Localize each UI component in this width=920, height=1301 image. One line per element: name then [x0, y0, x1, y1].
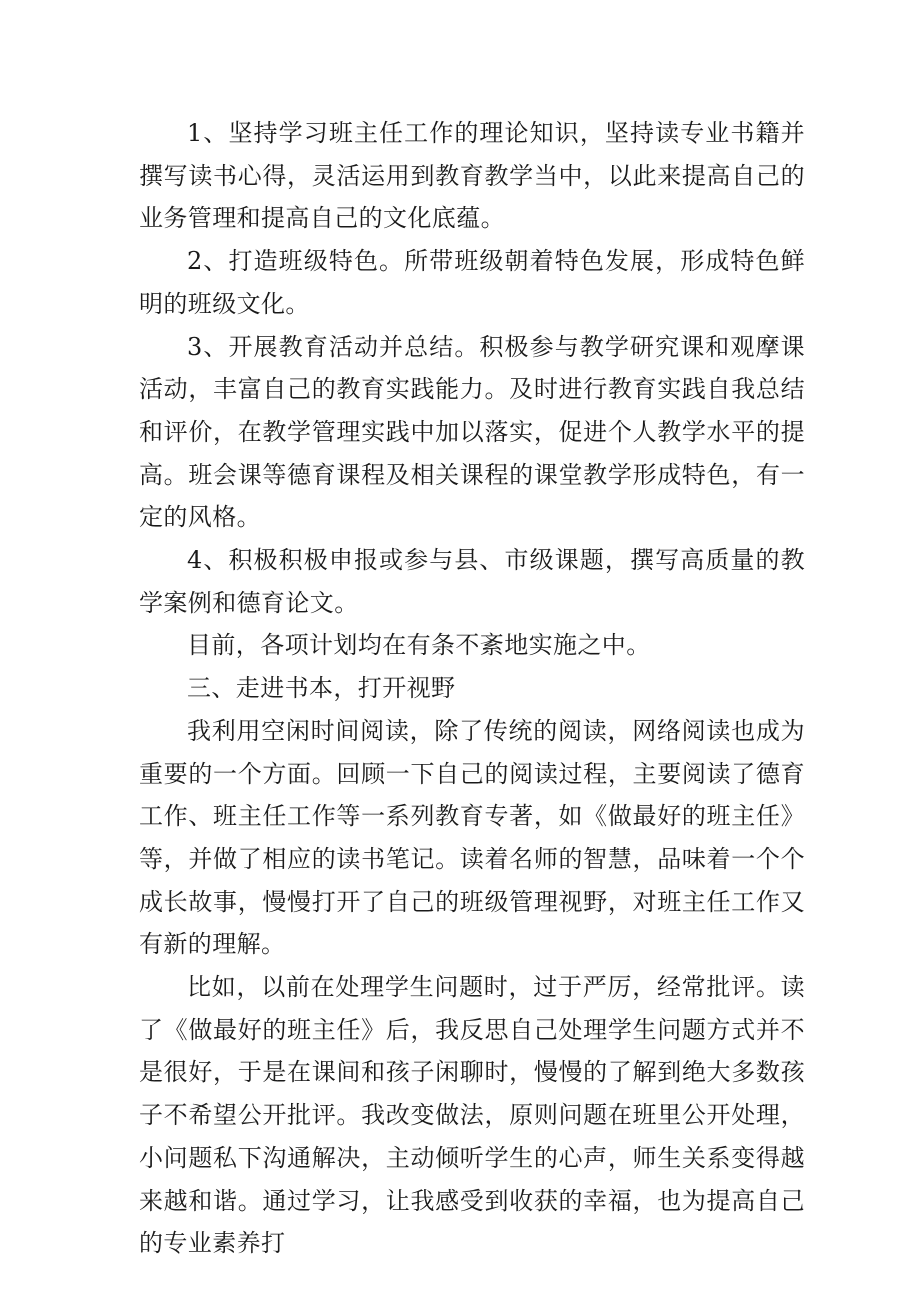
paragraph-status: 目前，各项计划均在有条不紊地实施之中。: [187, 631, 651, 660]
document-body: [139, 112, 805, 1265]
paragraph-item-3: 3、开展教育活动并总结。积极参与教学研究课和观摩课活动，丰富自己的教育实践能力。及时进行教育实践自我总结和评价，在教学管理实践中加以落实，促进个人教学水平的提高。班会课等德育课程及相关课程的课堂教学形成特色，有一定的风格。: [139, 332, 805, 532]
paragraph-item-4: 4、积极积极申报或参与县、市级课题，撰写高质量的教学案例和德育论文。: [139, 546, 805, 617]
paragraph-item-2: 2、打造班级特色。所带班级朝着特色发展，形成特色鲜明的班级文化。: [139, 247, 805, 318]
paragraph-reading: 我利用空闲时间阅读，除了传统的阅读，网络阅读也成为重要的一个方面。回顾一下自己的阅读过程，主要阅读了德育工作、班主任工作等一系列教育专著，如《做最好的班主任》等，并做了相应的读书笔记。读着名师的智慧，品味着一个个成长故事，慢慢打开了自己的班级管理视野，对班主任工作又有新的理解。: [139, 716, 805, 959]
paragraph-example: 比如，以前在处理学生问题时，过于严厉，经常批评。读了《做最好的班主任》后，我反思自己处理学生问题方式并不是很好，于是在课间和孩子闲聊时，慢慢的了解到绝大多数孩子不希望公开批评。我改变做法，原则问题在班里公开处理，小问题私下沟通解决，主动倾听学生的心声，师生关系变得越来越和谐。通过学习，让我感受到收获的幸福，也为提高自己的专业素养打: [139, 973, 805, 1258]
paragraph-item-1: 1、坚持学习班主任工作的理论知识，坚持读专业书籍并撰写读书心得，灵活运用到教育教学当中，以此来提高自己的业务管理和提高自己的文化底蕴。: [139, 119, 805, 233]
section-heading-3: 三、走进书本，打开视野: [187, 674, 456, 703]
